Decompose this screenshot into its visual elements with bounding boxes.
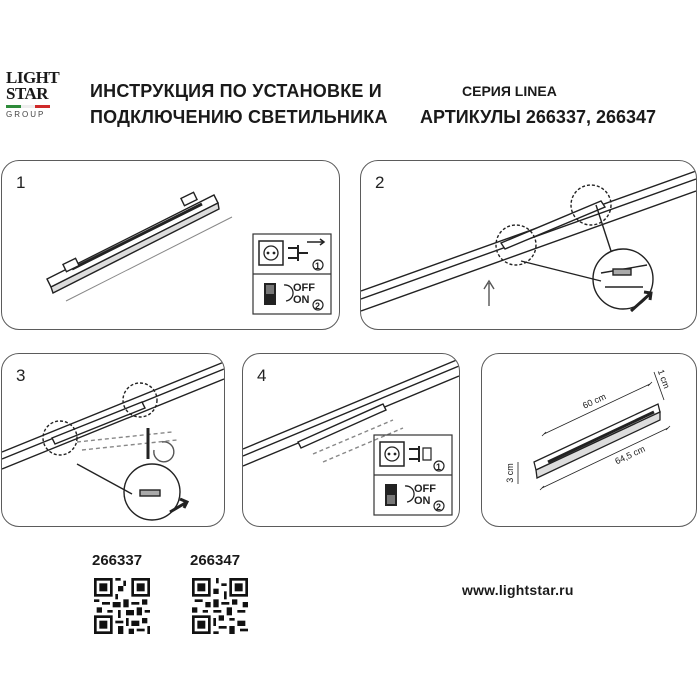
step-number: 4 <box>257 366 267 385</box>
logo-line-light: LIGHT <box>6 68 60 87</box>
power-step-1: 1 <box>436 462 442 472</box>
power-off-label: OFF <box>293 282 315 294</box>
title-line-2: ПОДКЛЮЧЕНИЮ СВЕТИЛЬНИКА <box>90 107 388 127</box>
series-label: СЕРИЯ LINEA <box>462 83 557 99</box>
document-title <box>90 78 388 130</box>
power-off-label: OFF <box>414 483 436 495</box>
logo-line-group: GROUP <box>6 110 46 119</box>
step-panel-4 <box>242 353 460 527</box>
logo-line-star: STAR <box>6 84 49 103</box>
step-panel-3 <box>1 353 225 527</box>
power-box <box>252 233 332 315</box>
step-number: 1 <box>16 173 26 192</box>
dimension-length-inner: 60 cm <box>581 391 608 411</box>
dimension-height: 3 cm <box>504 463 515 483</box>
dimension-width: 1 cm <box>655 368 672 390</box>
series-block <box>420 78 656 130</box>
track-attach-illustration <box>2 354 224 526</box>
power-step-2: 2 <box>315 301 321 311</box>
title-line-1: ИНСТРУКЦИЯ ПО УСТАНОВКЕ И <box>90 81 382 101</box>
qr-code-icon[interactable] <box>192 578 248 634</box>
power-step-2: 2 <box>436 502 442 512</box>
power-step-1: 1 <box>315 261 321 271</box>
step-number: 2 <box>375 173 385 192</box>
logo-flag-bar <box>6 105 50 108</box>
articles-label: АРТИКУЛЫ 266337, 266347 <box>420 107 657 127</box>
brand-logo <box>6 68 60 136</box>
qr-code-icon[interactable] <box>94 578 150 634</box>
qr-article-label: 266337 <box>92 552 143 569</box>
step-number: 3 <box>16 366 26 385</box>
dimension-length-outer: 64,5 cm <box>613 443 647 467</box>
qr-article-label: 266347 <box>190 552 241 569</box>
step-panel-1 <box>1 160 340 330</box>
track-install-illustration <box>361 161 696 329</box>
power-box <box>373 434 453 516</box>
power-on-label: ON <box>293 294 310 306</box>
power-on-label: ON <box>414 495 431 507</box>
dimensions-panel <box>481 353 697 527</box>
website-link[interactable]: www.lightstar.ru <box>462 582 574 598</box>
step-panel-2 <box>360 160 697 330</box>
